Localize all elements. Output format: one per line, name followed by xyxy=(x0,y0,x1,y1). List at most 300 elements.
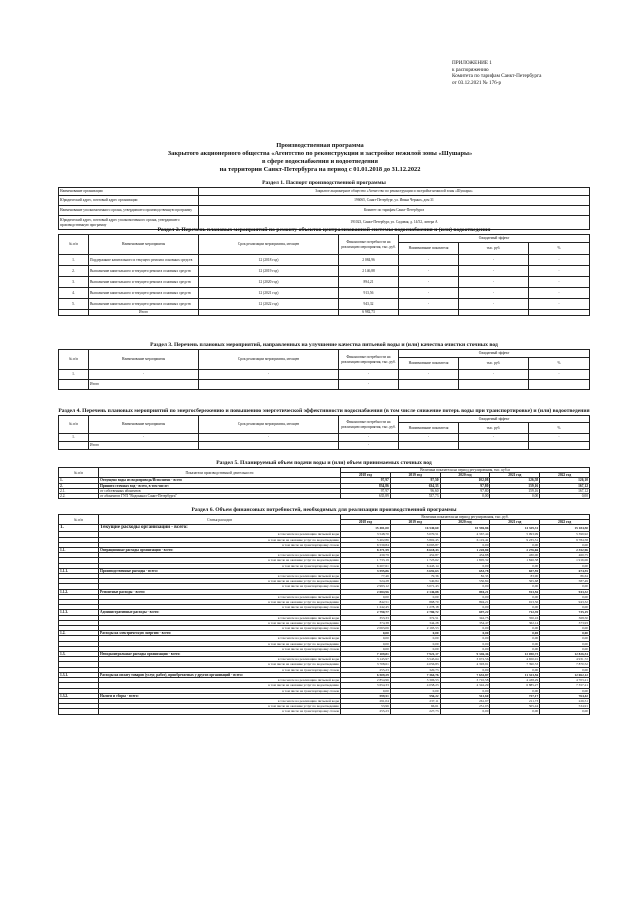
cell-financing: - xyxy=(339,434,399,442)
cell-value: 764,42 xyxy=(540,693,590,698)
cell-value: 6 530,84 xyxy=(341,542,391,547)
passport-key: Наименование организации xyxy=(59,188,199,196)
cell-number: 1.2. xyxy=(59,631,99,636)
cell-value: 362,14 xyxy=(490,620,540,625)
cell-value: 0,00 xyxy=(440,563,490,568)
cell-value: 653,78 xyxy=(440,568,490,573)
passport-key: Юридический адрес, почтовый адрес уполномоченного органа, утвердившего производственную программу xyxy=(59,216,199,230)
cell-number: 2.1. xyxy=(59,488,99,493)
cell-value: 237,11 xyxy=(390,698,440,703)
cell-value: 9 235,31 xyxy=(490,537,540,542)
cell-value: 7 921,17 xyxy=(390,652,440,657)
cell-value: 6 443,14 xyxy=(390,563,440,568)
cell-pct: - xyxy=(529,255,590,266)
cell-value: 556,22 xyxy=(390,693,440,698)
cell-value: 167,12 xyxy=(540,483,590,488)
cell-value: 12 062,12 xyxy=(540,672,590,677)
section-1 xyxy=(58,180,590,230)
cell-value: 211,73 xyxy=(490,698,540,703)
repair-measures-table xyxy=(58,234,590,316)
cell-rub: - xyxy=(459,370,529,380)
cell-value: 10 596,86 xyxy=(440,525,490,532)
total-label: Итого xyxy=(89,442,199,450)
cell-value: 342,75 xyxy=(440,615,490,620)
cell-value: 0,00 xyxy=(390,594,440,599)
cell-expense: в том числе на транспортировку стоков xyxy=(99,709,341,714)
cell-value: 1 278,18 xyxy=(390,605,440,610)
cell-expense: Налоги и сборы - всего: xyxy=(99,693,341,698)
cell-value: 512,60 xyxy=(440,693,490,698)
col-effect: Ожидаемый эффект xyxy=(399,350,590,358)
cell-value: 4 342,29 xyxy=(440,683,490,688)
cell-expense: в том числе на транспортировку стоков xyxy=(99,605,341,610)
cell-measure: Выполнение капитального и текущего ремонта основных средств xyxy=(89,266,199,277)
cell-value: 3 692,63 xyxy=(390,568,440,573)
cell-term: 12 (2021 год) xyxy=(199,288,339,299)
cell-value: 505,44 xyxy=(490,704,540,709)
cell-value: 4 056,83 xyxy=(390,662,440,667)
cell-value: 0,00 xyxy=(490,636,540,641)
cell-value: 9 346,46 xyxy=(440,652,490,657)
passport-row xyxy=(59,206,590,216)
cell-value: 537,73 xyxy=(390,494,440,499)
section-1-title: Раздел 1. Паспорт производственной программы xyxy=(262,180,386,186)
cell-expense: в том числе на транспортировку стоков xyxy=(99,542,341,547)
table-row xyxy=(59,288,590,299)
cell-value: 0,00 xyxy=(390,631,440,636)
table-row xyxy=(59,255,590,266)
cell-value: 5 070,51 xyxy=(390,532,440,537)
cell-measure: - xyxy=(89,434,199,442)
total-value: 6 982,73 xyxy=(339,310,399,316)
col-financing: Финансовые потребности на реализацию мероприятия, тыс. руб. xyxy=(339,235,399,255)
col-year: 2018 год xyxy=(341,520,391,525)
col-number: № п/п xyxy=(59,235,89,255)
table-row xyxy=(59,277,590,288)
title-line-4: на территории Санкт-Петербурга на период с 01.01.2018 до 31.12.2022 xyxy=(219,166,421,173)
col-pct: % xyxy=(529,358,590,370)
cell-measure: - xyxy=(89,370,199,380)
cell-number: 1. xyxy=(59,370,89,380)
col-indicator: Наименование показателя xyxy=(399,423,459,434)
cell-indicator: - xyxy=(399,299,459,310)
cell-number: 4. xyxy=(59,288,89,299)
cell-value: 943,32 xyxy=(540,600,590,605)
cell-value: 2 063,06 xyxy=(341,626,391,631)
cell-number: 1. xyxy=(59,525,99,532)
cell-rub: - xyxy=(459,299,529,310)
cell-value: 913,56 xyxy=(490,589,540,594)
cell-value: 12 826,54 xyxy=(540,652,590,657)
financial-rows xyxy=(59,525,590,714)
cell-expense: в том числе на транспортировку стоков xyxy=(99,646,341,651)
cell-pct: - xyxy=(529,370,590,380)
total-row xyxy=(59,310,590,316)
cell-value: 373,93 xyxy=(540,620,590,625)
cell-expense: Операционные расходы организации - всего: xyxy=(99,548,341,553)
cell-empty xyxy=(529,310,590,316)
cell-number: 1.3.1. xyxy=(59,672,99,677)
header-row xyxy=(59,235,590,243)
expense-group-row xyxy=(59,525,590,532)
col-pct: % xyxy=(529,423,590,434)
cell-term: 12 (2020 год) xyxy=(199,277,339,288)
cell-value: 0,00 xyxy=(440,646,490,651)
cell-value: 2 854,96 xyxy=(341,678,391,683)
cell-number: 1.1. xyxy=(59,548,99,553)
col-effect: Ожидаемый эффект xyxy=(399,235,590,243)
cell-pct: - xyxy=(529,277,590,288)
cell-expense: Текущие расходы организации - всего: xyxy=(99,525,341,532)
cell-value: 15 184,50 xyxy=(540,525,590,532)
cell-value: 0,00 xyxy=(540,646,590,651)
section-4-title: Раздел 4. Перечень плановых мероприятий по энергосбережению и повышению энергетической эффективности водоснабжения (в том числе снижение потерь воды при транспортировке) и (или) водоотведения xyxy=(58,408,590,414)
cell-value: 7 632,87 xyxy=(440,672,490,677)
cell-value: 434,88 xyxy=(440,553,490,558)
cell-indicator: Принято сточных вод - всего, в том числе: xyxy=(99,483,341,488)
cell-value: 727,17 xyxy=(490,693,540,698)
cell-value: 368,50 xyxy=(540,615,590,620)
cell-value: 374,38 xyxy=(341,620,391,625)
cell-financing: 2 084,96 xyxy=(339,255,399,266)
cell-empty xyxy=(459,442,529,450)
cell-value: 657,59 xyxy=(490,568,540,573)
cell-value: 0,00 xyxy=(490,646,540,651)
table-row xyxy=(59,434,590,442)
cell-value: 0,00 xyxy=(490,631,540,636)
cell-value: 0,00 xyxy=(540,636,590,641)
cell-expense: в том числе на транспортировку стоков xyxy=(99,626,341,631)
cell-term: 12 (2022 год) xyxy=(199,299,339,310)
col-year: 2022 год xyxy=(540,520,590,525)
col-year: 2021 год xyxy=(490,520,540,525)
cell-value: 0,00 xyxy=(540,641,590,646)
cell-rub: - xyxy=(459,255,529,266)
total-label: Итого xyxy=(89,310,199,316)
col-year: 2021 год xyxy=(490,473,540,478)
cell-value: 5 402,86 xyxy=(341,537,391,542)
cell-value: 1 916,06 xyxy=(540,558,590,563)
cell-value: 159,16 xyxy=(490,488,540,493)
col-group: Величина показателя на период регулирования, тыс. куб.м xyxy=(341,468,590,473)
cell-expense: в том числе на оказание услуг по водоотведению xyxy=(99,662,341,667)
cell-value: 634,33 xyxy=(390,483,440,488)
cell-value: 430,00 xyxy=(490,553,540,558)
cell-value: 0,00 xyxy=(540,605,590,610)
cell-expense: в том числе на реализацию питьевой воды xyxy=(99,698,341,703)
cell-value: 0,00 xyxy=(341,594,391,599)
total-value: - xyxy=(339,380,399,390)
col-indicator: Показатели производственной деятельности xyxy=(99,468,341,478)
cell-value: 0,00 xyxy=(490,494,540,499)
cell-value: 0,00 xyxy=(540,594,590,599)
appendix-line-1: ПРИЛОЖЕНИЕ 1 xyxy=(452,60,492,66)
cell-value: 674,55 xyxy=(540,568,590,573)
cell-value: 1 723,62 xyxy=(390,558,440,563)
water-volume-table xyxy=(58,467,590,499)
col-year: 2020 год xyxy=(440,520,490,525)
cell-value: 0,00 xyxy=(341,641,391,646)
cell-expense: в том числе на транспортировку стоков xyxy=(99,667,341,672)
cell-value: 7 390,33 xyxy=(490,662,540,667)
cell-empty xyxy=(529,442,590,450)
cell-value: 83,90 xyxy=(490,574,540,579)
cell-value: 4 367,44 xyxy=(440,532,490,537)
cell-value: 2 276,66 xyxy=(490,548,540,553)
col-measure: Наименование мероприятия xyxy=(89,416,199,434)
cell-value: 460,75 xyxy=(540,553,590,558)
cell-value: 8 618,43 xyxy=(390,548,440,553)
cell-value: 372,51 xyxy=(390,615,440,620)
cell-value: 0,00 xyxy=(490,667,540,672)
cell-value: 1 846,38 xyxy=(490,558,540,563)
col-indicator: Наименование показателя xyxy=(399,243,459,255)
cell-expense: Ремонтные расходы - всего: xyxy=(99,589,341,594)
cell-value: 6 885,27 xyxy=(490,683,540,688)
cell-expense: в том числе на транспортировку стоков xyxy=(99,584,341,589)
col-indicator: Наименование показателя xyxy=(399,358,459,370)
cell-value: 350,16 xyxy=(490,615,540,620)
cell-empty xyxy=(399,380,459,390)
cell-term: 12 (2018 год) xyxy=(199,255,339,266)
col-term: Срок реализации мероприятия, месяцев xyxy=(199,235,339,255)
col-pct: % xyxy=(529,243,590,255)
col-year: 2020 год xyxy=(440,473,490,478)
cell-empty xyxy=(59,310,89,316)
cell-value: 96,60 xyxy=(390,488,440,493)
financial-needs-table xyxy=(58,514,590,715)
col-effect: Ожидаемый эффект xyxy=(399,416,590,423)
cell-value: 842,51 xyxy=(341,600,391,605)
cell-value: 2 780,72 xyxy=(390,610,440,615)
cell-value: 3 595,86 xyxy=(341,568,391,573)
passport-row xyxy=(59,188,590,196)
cell-value: 7 364,76 xyxy=(390,672,440,677)
cell-value: 4 703,21 xyxy=(540,678,590,683)
col-number: № п/п xyxy=(59,468,99,478)
cell-value: 2 193,53 xyxy=(390,626,440,631)
cell-term: - xyxy=(199,434,339,442)
cell-value: 353,33 xyxy=(341,615,391,620)
cell-value: 97,97 xyxy=(341,478,391,483)
cell-value: 251,03 xyxy=(440,704,490,709)
passport-key: Юридический адрес, почтовый адрес организации xyxy=(59,196,199,206)
cell-value: 1 220,80 xyxy=(440,548,490,553)
col-number: № п/п xyxy=(59,515,99,525)
cell-empty xyxy=(59,442,89,450)
cell-value: 11 323,56 xyxy=(490,672,540,677)
table-row xyxy=(59,370,590,380)
cell-expense: в том числе на оказание услуг по водоотведению xyxy=(99,683,341,688)
cell-value: 635,89 xyxy=(341,494,391,499)
cell-value: 4 931,72 xyxy=(540,657,590,662)
cell-value: 2 790,77 xyxy=(341,610,391,615)
cell-expense: в том числе на реализацию питьевой воды xyxy=(99,594,341,599)
cell-value: 97,97 xyxy=(341,488,391,493)
table-row xyxy=(59,494,590,499)
cell-value: 0,00 xyxy=(341,646,391,651)
section-2 xyxy=(58,227,590,316)
cell-measure: Выполнение капитального и текущего ремонта основных средств xyxy=(89,299,199,310)
cell-number: 3. xyxy=(59,277,89,288)
cell-expense: Административные расходы - всего: xyxy=(99,610,341,615)
cell-expense: в том числе на реализацию питьевой воды xyxy=(99,657,341,662)
cell-value: 0,00 xyxy=(490,626,540,631)
cell-value: 3 710,58 xyxy=(440,678,490,683)
cell-value: 354,47 xyxy=(440,620,490,625)
section-3 xyxy=(58,342,590,390)
cell-value: 0,00 xyxy=(341,688,391,693)
cell-empty xyxy=(459,310,529,316)
cell-value: 868,70 xyxy=(390,600,440,605)
cell-value: 1 733,19 xyxy=(341,558,391,563)
cell-value: 0,00 xyxy=(390,646,440,651)
cell-value: 0,00 xyxy=(440,636,490,641)
cell-value: 3 543,64 xyxy=(390,657,440,662)
cell-value: 0,00 xyxy=(440,542,490,547)
cell-number: 1. xyxy=(59,255,89,266)
table-row xyxy=(59,299,590,310)
col-number: № п/п xyxy=(59,350,89,370)
cell-value: 320,73 xyxy=(390,667,440,672)
cell-empty xyxy=(199,310,339,316)
cell-value: 3 972,56 xyxy=(440,657,490,662)
passport-value: 196065, Санкт-Петербург, ул. Ивана Черных, дом 31 xyxy=(199,196,590,206)
cell-expense: в том числе на оказание услуг по водоотведению xyxy=(99,579,341,584)
cell-value: 77,46 xyxy=(341,574,391,579)
cell-financing: 894,21 xyxy=(339,277,399,288)
cell-value: 0,00 xyxy=(540,688,590,693)
title-line-2: Закрытого акционерного общества «Агентство по реконструкции и застройке нежилой зоны «Шушары» xyxy=(167,150,473,157)
cell-value: 0,00 xyxy=(490,641,540,646)
cell-value: 3 145,97 xyxy=(341,657,391,662)
cell-expense: в том числе на реализацию питьевой воды xyxy=(99,574,341,579)
cell-number: 2.2. xyxy=(59,494,99,499)
cell-number: 1.1.3. xyxy=(59,610,99,615)
cell-expense: в том числе на оказание услуг по водоотведению xyxy=(99,641,341,646)
cell-value: 2 993,12 xyxy=(341,584,391,589)
cell-value: 261,97 xyxy=(440,698,490,703)
cell-value: 12 050,73 xyxy=(490,652,540,657)
cell-value: 0,00 xyxy=(440,626,490,631)
cell-value: 0,00 xyxy=(490,688,540,693)
cell-expense: в том числе на оказание услуг по водоотведению xyxy=(99,620,341,625)
cell-value: 126,58 xyxy=(490,478,540,483)
cell-number: 5. xyxy=(59,299,89,310)
cell-value: 697,22 xyxy=(440,610,490,615)
cell-expense: в том числе на оказание услуг по водоотведению xyxy=(99,537,341,542)
cell-number: 2. xyxy=(59,266,89,277)
cell-value: 0,00 xyxy=(341,636,391,641)
cell-value: 167,12 xyxy=(540,488,590,493)
cell-value: 0,00 xyxy=(440,605,490,610)
cell-number: 1. xyxy=(59,434,89,442)
col-year: 2019 год xyxy=(390,473,440,478)
cell-number: 1.3. xyxy=(59,652,99,657)
cell-financing: 913,56 xyxy=(339,288,399,299)
cell-expense: в том числе на транспортировку стоков xyxy=(99,563,341,568)
cell-value: 4 058,23 xyxy=(390,683,440,688)
cell-pct: - xyxy=(529,299,590,310)
cell-value: 5 093,99 xyxy=(490,532,540,537)
cell-value: 0,00 xyxy=(440,584,490,589)
cell-value: 97,80 xyxy=(440,483,490,488)
cell-value: 126,10 xyxy=(540,478,590,483)
cell-number: 1.1.2. xyxy=(59,589,99,594)
cell-value: 894,21 xyxy=(440,600,490,605)
cell-value: 82,33 xyxy=(440,574,490,579)
cell-indicator: от собственных абонентов xyxy=(99,488,341,493)
col-financing: Финансовые потребности на реализацию мероприятия, тыс. руб. xyxy=(339,416,399,434)
section-5-title: Раздел 5. Планируемый объем подачи воды и (или) объем принимаемых сточных вод xyxy=(216,460,432,466)
document-title xyxy=(60,142,580,174)
cell-value: 5 802,45 xyxy=(390,537,440,542)
cell-pct: - xyxy=(529,288,590,299)
total-label: Итого xyxy=(89,380,199,390)
cell-value: 4 438,29 xyxy=(490,678,540,683)
cell-value: 0,00 xyxy=(440,494,490,499)
col-term: Срок реализации мероприятия, месяцев xyxy=(199,416,339,434)
cell-indicator: - xyxy=(399,255,459,266)
title-line-1: Производственная программа xyxy=(276,142,364,149)
cell-expense: в том числе на оказание услуг по водоотведению xyxy=(99,704,341,709)
cell-value: 599,51 xyxy=(341,693,391,698)
quality-measures-table xyxy=(58,349,590,390)
cell-value: 943,32 xyxy=(540,589,590,594)
passport-row xyxy=(59,196,590,206)
cell-value: 6 093,87 xyxy=(390,542,440,547)
cell-value: 3 708,61 xyxy=(341,662,391,667)
cell-value: 834,86 xyxy=(341,483,391,488)
cell-empty xyxy=(529,380,590,390)
cell-value: 452,87 xyxy=(390,553,440,558)
cell-value: 540,84 xyxy=(390,579,440,584)
cell-value: 0,00 xyxy=(390,688,440,693)
cell-indicator: - xyxy=(399,266,459,277)
col-rub: тыс. руб. xyxy=(459,243,529,255)
cell-value: 255,23 xyxy=(341,709,391,714)
col-expense: Статья расходов xyxy=(99,515,341,525)
cell-pct: - xyxy=(529,266,590,277)
cell-value: 9 784,58 xyxy=(540,537,590,542)
cell-expense: Производственные расходы - всего: xyxy=(99,568,341,573)
cell-empty xyxy=(399,442,459,450)
appendix-line-3: Комитета по тарифам Санкт-Петербурга xyxy=(452,73,542,80)
cell-empty xyxy=(459,380,529,390)
cell-value: 587,49 xyxy=(540,579,590,584)
cell-number: 2. xyxy=(59,483,99,488)
cell-empty xyxy=(59,380,89,390)
col-year: 2018 год xyxy=(341,473,391,478)
total-row xyxy=(59,442,590,450)
cell-empty xyxy=(199,380,339,390)
cell-expense: в том числе на реализацию питьевой воды xyxy=(99,532,341,537)
cell-value: 0,00 xyxy=(540,667,590,672)
cell-value: 66,61 xyxy=(390,704,440,709)
cell-value: 712,39 xyxy=(490,610,540,615)
cell-value: 5 399,92 xyxy=(540,532,590,537)
cell-value: 14 329,31 xyxy=(490,525,540,532)
expense-subrow xyxy=(59,709,590,714)
cell-rub: - xyxy=(459,434,529,442)
cell-term: - xyxy=(199,370,339,380)
appendix-line-2: к распоряжению xyxy=(452,66,489,73)
appendix-header xyxy=(452,60,622,86)
cell-number: 1.1.1. xyxy=(59,568,99,573)
col-rub: тыс. руб. xyxy=(459,358,529,370)
cell-value: 3 306,53 xyxy=(390,678,440,683)
total-value: - xyxy=(339,442,399,450)
